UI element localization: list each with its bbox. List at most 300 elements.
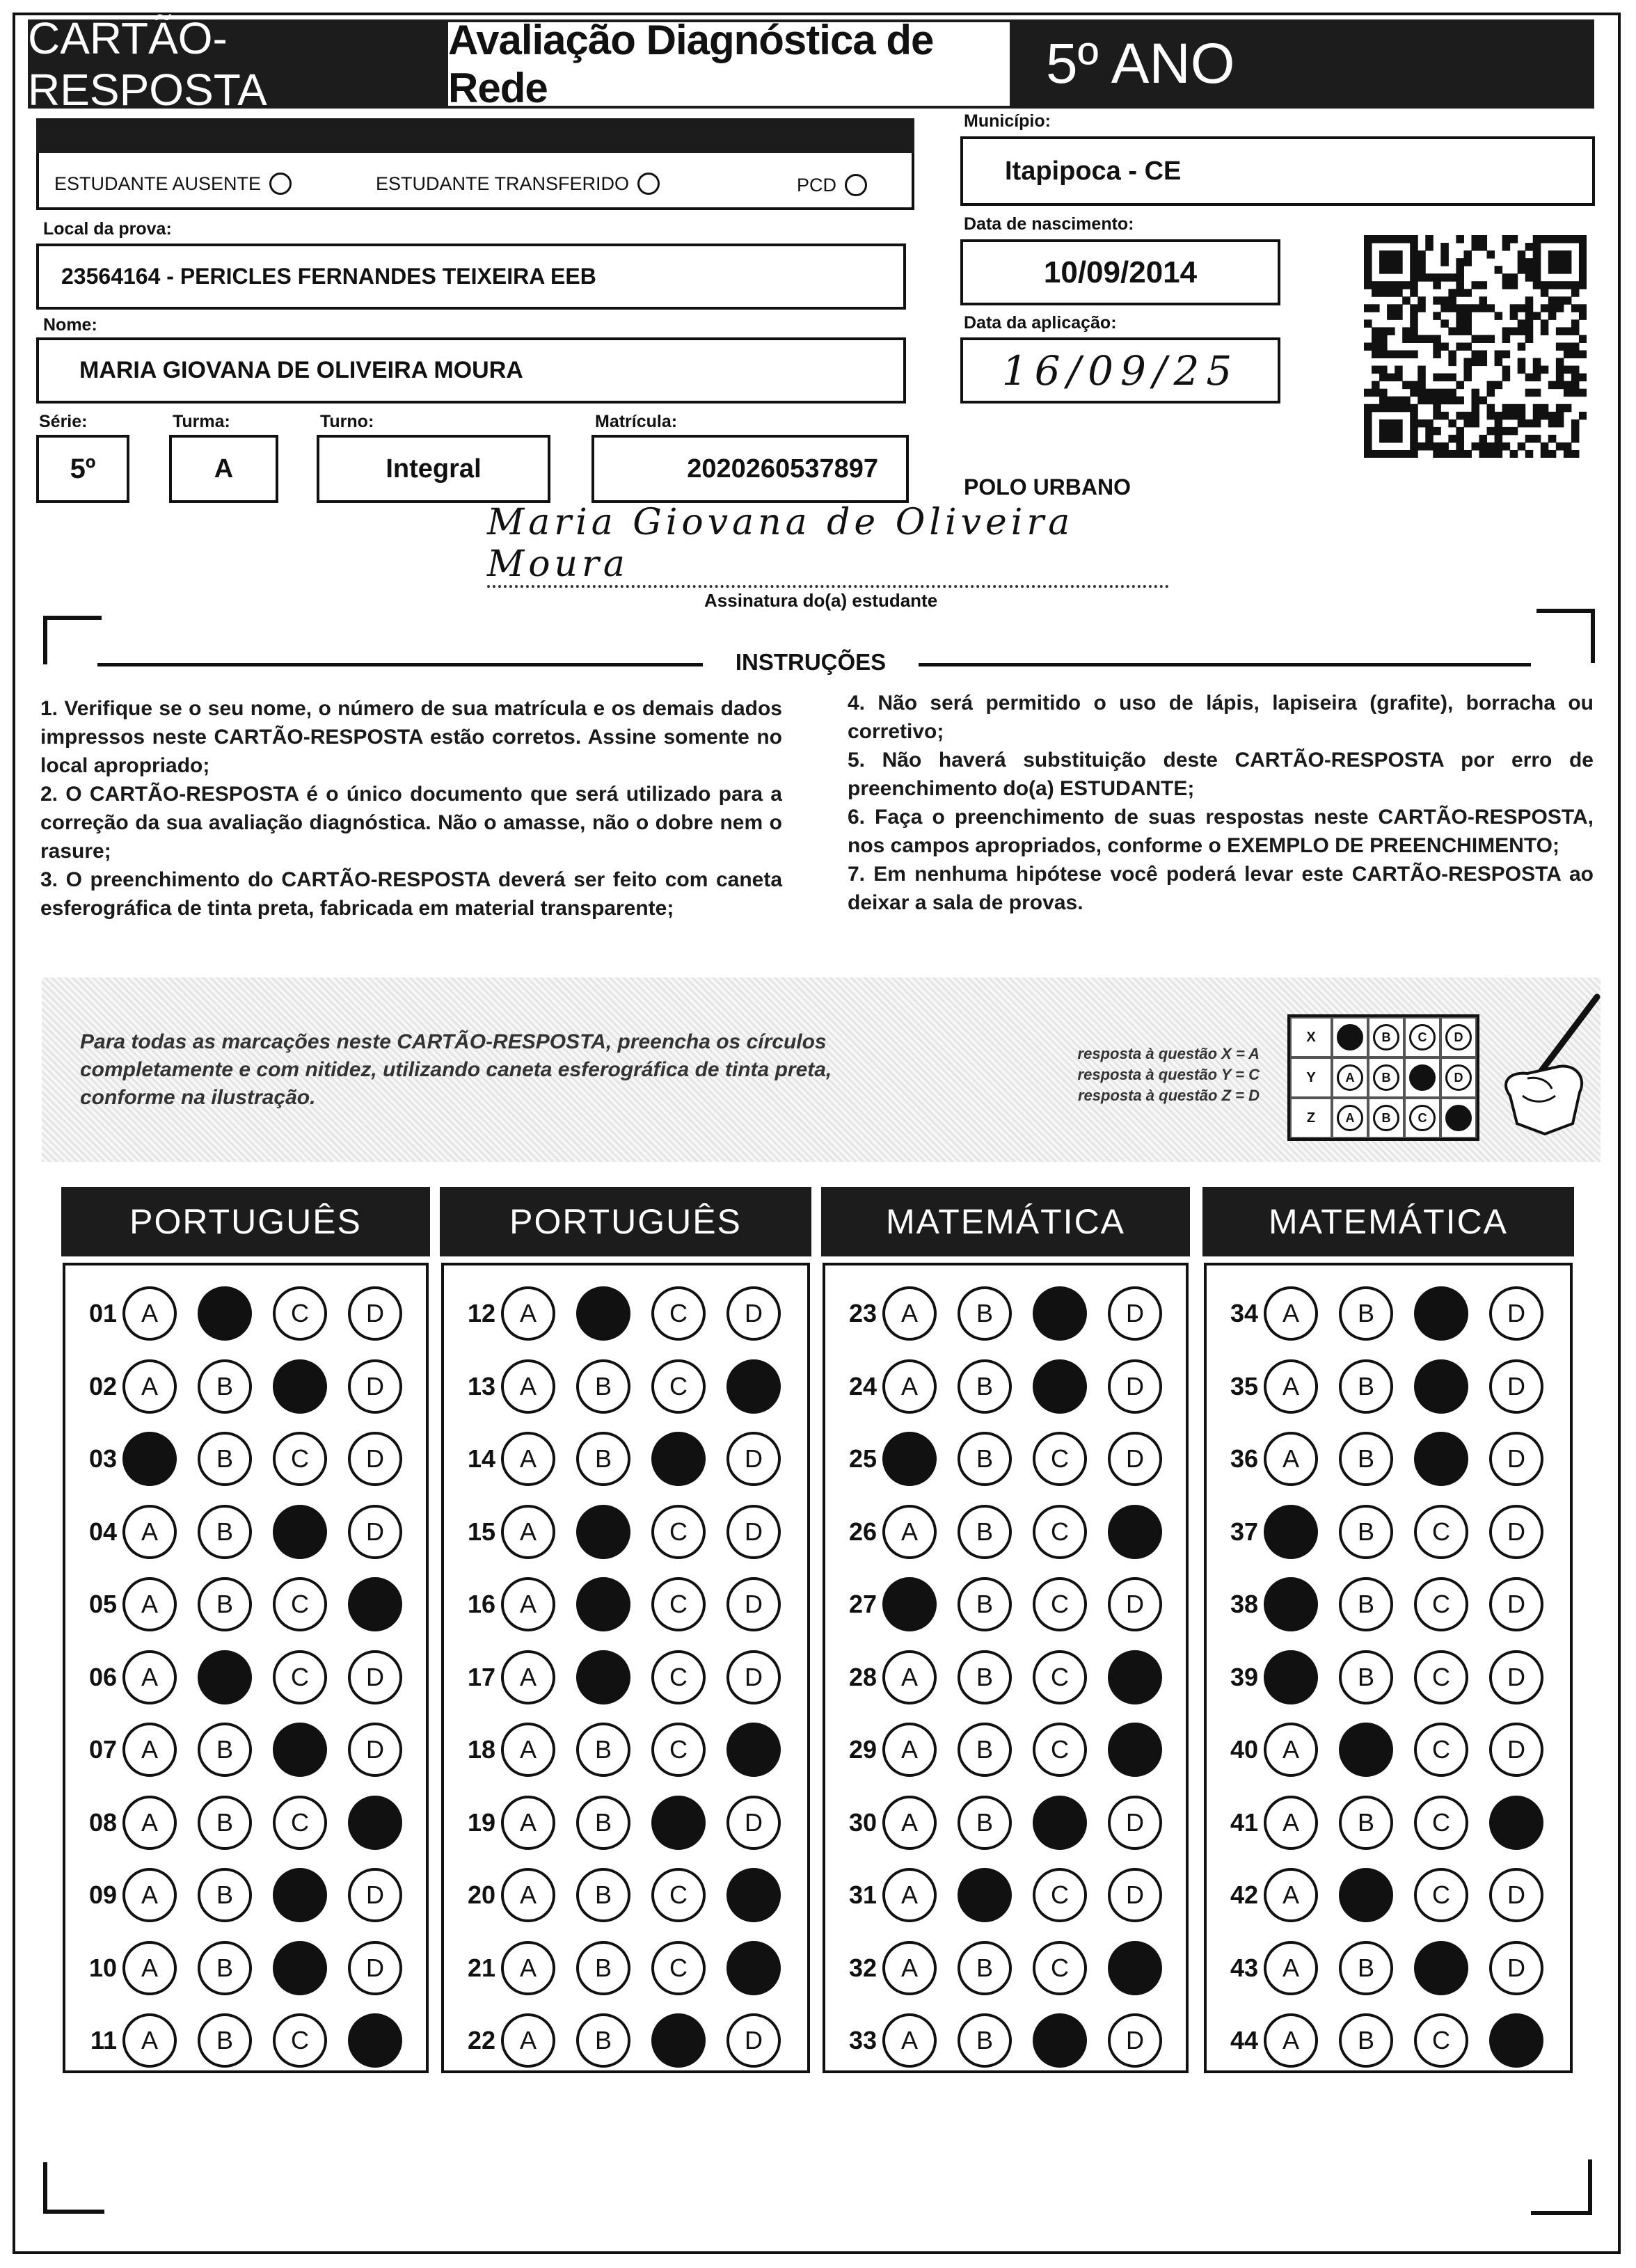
answer-bubble-d[interactable]: D (1489, 1941, 1543, 1995)
answer-bubble-a[interactable]: A (882, 1796, 937, 1850)
qr-module (1510, 281, 1518, 289)
answer-bubble-c[interactable]: C (1033, 1723, 1087, 1777)
answer-bubble-b[interactable] (576, 1505, 630, 1559)
answer-bubble-b[interactable]: B (198, 1723, 252, 1777)
answer-bubble-a[interactable]: A (122, 1941, 177, 1995)
question-number: 32 (848, 1953, 877, 1982)
answer-bubble-b[interactable]: B (576, 1941, 630, 1995)
answer-bubble-a[interactable]: A (1264, 1359, 1318, 1414)
answer-bubble-d[interactable]: D (726, 1432, 781, 1486)
answer-bubble-b[interactable]: B (958, 1505, 1012, 1559)
qr-module (1487, 412, 1495, 420)
qr-module (1402, 235, 1411, 243)
qr-module (1402, 327, 1411, 335)
answer-bubble-c[interactable]: C (1033, 1941, 1087, 1995)
qr-module (1579, 281, 1587, 289)
qr-module (1387, 404, 1395, 413)
answer-bubble-d[interactable]: D (1108, 1868, 1162, 1922)
qr-module (1387, 289, 1395, 297)
answer-bubble-c[interactable]: C (1033, 1868, 1087, 1922)
qr-module (1548, 296, 1557, 305)
answer-bubble-c[interactable] (1033, 1796, 1087, 1850)
answer-bubble-d[interactable]: D (1108, 1796, 1162, 1850)
answer-bubble-d[interactable] (726, 1723, 781, 1777)
answer-bubble-c[interactable] (651, 1432, 706, 1486)
answer-bubble-c[interactable] (1033, 2013, 1087, 2068)
answer-bubble-b[interactable]: B (576, 2013, 630, 2068)
qr-module (1510, 404, 1518, 413)
answer-bubble-d[interactable]: D (1108, 2013, 1162, 2068)
qr-module (1556, 404, 1564, 413)
qr-module (1456, 235, 1464, 243)
answer-bubble-b[interactable]: B (198, 1577, 252, 1631)
answer-bubble-a[interactable]: A (501, 1723, 555, 1777)
absent-option[interactable] (54, 173, 292, 195)
answer-column (63, 1263, 429, 2073)
qr-module (1579, 351, 1587, 359)
answer-bubble-b[interactable]: B (198, 1796, 252, 1850)
answer-bubble-a[interactable]: A (501, 1941, 555, 1995)
answer-bubble-d[interactable]: D (1489, 1286, 1543, 1341)
answer-bubble-d[interactable] (1489, 2013, 1543, 2068)
qr-module (1463, 420, 1472, 428)
answer-bubble-a[interactable]: A (1264, 2013, 1318, 2068)
answer-bubble-d[interactable]: D (1108, 1432, 1162, 1486)
answer-bubble-b[interactable]: B (576, 1432, 630, 1486)
question-number: 13 (467, 1371, 495, 1400)
answer-bubble-c[interactable]: C (1414, 1796, 1468, 1850)
answer-bubble-a[interactable]: A (1264, 1796, 1318, 1850)
qr-module (1379, 258, 1388, 266)
answer-bubble-a[interactable]: A (122, 1796, 177, 1850)
answer-bubble-c[interactable]: C (1414, 1505, 1468, 1559)
answer-bubble-b[interactable]: B (1339, 1650, 1393, 1704)
qr-module (1410, 351, 1418, 359)
answer-bubble-d[interactable]: D (348, 1505, 402, 1559)
answer-bubble-c[interactable] (1414, 1432, 1468, 1486)
answer-bubble-b[interactable]: B (198, 1505, 252, 1559)
answer-bubble-b[interactable]: B (958, 1577, 1012, 1631)
answer-bubble-b[interactable]: B (576, 1796, 630, 1850)
answer-bubble-b[interactable] (1339, 1868, 1393, 1922)
answer-bubble-c[interactable]: C (1414, 1577, 1468, 1631)
answer-bubble-c[interactable]: C (273, 1432, 327, 1486)
column-header: MATEMÁTICA (821, 1187, 1190, 1256)
qr-module (1518, 420, 1526, 428)
answer-bubble-b[interactable]: B (958, 1723, 1012, 1777)
qr-module (1556, 358, 1564, 367)
qr-module (1510, 450, 1518, 458)
qr-module (1479, 243, 1488, 251)
qr-module (1471, 420, 1479, 428)
answer-bubble-c[interactable]: C (1033, 1432, 1087, 1486)
answer-bubble-b[interactable]: B (198, 1359, 252, 1414)
qr-module (1518, 319, 1526, 328)
answer-bubble-d[interactable] (348, 1577, 402, 1631)
answer-bubble-c[interactable]: C (651, 1505, 706, 1559)
answer-bubble-a[interactable]: A (1264, 1941, 1318, 1995)
qr-module (1502, 273, 1511, 282)
qr-module (1410, 312, 1418, 320)
answer-bubble-d[interactable]: D (726, 1505, 781, 1559)
answer-bubble-b[interactable]: B (198, 1941, 252, 1995)
qr-module (1364, 266, 1372, 274)
answer-bubble-c[interactable] (273, 1941, 327, 1995)
qr-module (1556, 442, 1564, 451)
answer-bubble-b[interactable]: B (958, 1796, 1012, 1850)
answer-bubble-a[interactable]: A (501, 1359, 555, 1414)
answer-bubble-a[interactable]: A (1264, 1286, 1318, 1341)
answer-bubble-a[interactable]: A (1264, 1432, 1318, 1486)
answer-bubble-a[interactable] (1264, 1505, 1318, 1559)
answer-bubble-c[interactable]: C (1033, 1577, 1087, 1631)
qr-module (1502, 442, 1511, 451)
answer-bubble-c[interactable]: C (273, 1286, 327, 1341)
answer-bubble-d[interactable]: D (1489, 1868, 1543, 1922)
answer-bubble-c[interactable] (651, 2013, 706, 2068)
answer-bubble-b[interactable]: B (958, 1941, 1012, 1995)
answer-bubble-b[interactable]: B (1339, 1505, 1393, 1559)
transferred-option[interactable] (376, 173, 660, 195)
answer-bubble-b[interactable]: B (576, 1723, 630, 1777)
qr-module (1456, 312, 1464, 320)
qr-module (1495, 442, 1503, 451)
answer-bubble-b[interactable]: B (1339, 1432, 1393, 1486)
answer-bubble-d[interactable]: D (1489, 1432, 1543, 1486)
answer-row (444, 1286, 802, 1341)
answer-bubble-d[interactable]: D (1108, 1286, 1162, 1341)
qr-module (1463, 258, 1472, 266)
answer-bubble-c[interactable]: C (273, 1577, 327, 1631)
answer-bubble-b[interactable] (1339, 1723, 1393, 1777)
qr-module (1410, 427, 1418, 436)
answer-bubble-c[interactable] (1414, 1286, 1468, 1341)
hand-pen-icon (1461, 991, 1601, 1137)
transferred-radio[interactable] (637, 173, 660, 195)
qr-module (1556, 412, 1564, 420)
answer-bubble-b[interactable]: B (958, 1650, 1012, 1704)
answer-bubble-d[interactable] (348, 1796, 402, 1850)
qr-module (1364, 243, 1372, 251)
qr-module (1556, 420, 1564, 428)
absent-label: ESTUDANTE AUSENTE (54, 173, 262, 194)
answer-bubble-a[interactable]: A (882, 1723, 937, 1777)
answer-row (825, 1577, 1183, 1631)
question-number: 34 (1230, 1299, 1258, 1327)
answer-bubble-a[interactable]: A (1264, 1723, 1318, 1777)
qr-module (1456, 281, 1464, 289)
qr-module (1402, 335, 1411, 343)
qr-module (1510, 312, 1518, 320)
answer-bubble-a[interactable]: A (501, 1577, 555, 1631)
answer-bubble-b[interactable]: B (198, 1432, 252, 1486)
qr-module (1448, 435, 1456, 443)
qr-module (1495, 450, 1503, 458)
answer-bubble-b[interactable] (576, 1577, 630, 1631)
answer-bubble-c[interactable] (1033, 1286, 1087, 1341)
question-number: 05 (88, 1590, 117, 1618)
answer-bubble-a[interactable] (882, 1432, 937, 1486)
answer-bubble-c[interactable] (273, 1868, 327, 1922)
answer-bubble-c[interactable]: C (651, 1868, 706, 1922)
answer-bubble-a[interactable]: A (882, 2013, 937, 2068)
qr-module (1395, 266, 1403, 274)
qr-module (1479, 351, 1488, 359)
pcd-option[interactable] (797, 174, 867, 196)
answer-bubble-d[interactable]: D (348, 1941, 402, 1995)
answer-bubble-b[interactable]: B (1339, 2013, 1393, 2068)
answer-bubble-a[interactable]: A (882, 1650, 937, 1704)
question-number: 23 (848, 1299, 877, 1327)
answer-bubble-b[interactable]: B (198, 1868, 252, 1922)
answer-bubble-b[interactable]: B (1339, 1286, 1393, 1341)
qr-module (1471, 351, 1479, 359)
answer-bubble-d[interactable]: D (1108, 1577, 1162, 1631)
qr-module (1456, 450, 1464, 458)
question-number: 10 (88, 1953, 117, 1982)
answer-bubble-b[interactable]: B (1339, 1359, 1393, 1414)
qr-module (1372, 335, 1380, 343)
answer-bubble-a[interactable]: A (501, 2013, 555, 2068)
answer-bubble-c[interactable]: C (1414, 1650, 1468, 1704)
qr-module (1533, 374, 1541, 382)
qr-module (1518, 366, 1526, 374)
answer-bubble-d[interactable]: D (348, 1650, 402, 1704)
qr-module (1372, 342, 1380, 351)
column-header: MATEMÁTICA (1202, 1187, 1574, 1256)
answer-bubble-d[interactable] (726, 1868, 781, 1922)
answer-row (825, 1723, 1183, 1777)
answer-bubble-d[interactable] (1108, 1941, 1162, 1995)
qr-module (1379, 404, 1388, 413)
qr-module (1525, 389, 1534, 397)
answer-bubble-b[interactable]: B (958, 1286, 1012, 1341)
answer-bubble-c[interactable]: C (273, 1650, 327, 1704)
answer-bubble-c[interactable]: C (1414, 2013, 1468, 2068)
answer-bubble-a[interactable]: A (122, 1650, 177, 1704)
answer-bubble-a[interactable] (882, 1577, 937, 1631)
corner-mark-top-right (1536, 609, 1595, 663)
answer-bubble-d[interactable] (726, 1941, 781, 1995)
answer-bubble-d[interactable]: D (1489, 1359, 1543, 1414)
answer-bubble-d[interactable]: D (348, 1286, 402, 1341)
answer-bubble-c[interactable]: C (1414, 1868, 1468, 1922)
qr-module (1541, 235, 1549, 243)
answer-bubble-b[interactable]: B (958, 1432, 1012, 1486)
answer-bubble-a[interactable]: A (882, 1359, 937, 1414)
answer-bubble-c[interactable]: C (1033, 1505, 1087, 1559)
qr-module (1425, 389, 1434, 397)
qr-module (1471, 412, 1479, 420)
answer-row (65, 1650, 423, 1704)
answer-bubble-c[interactable]: C (651, 1359, 706, 1414)
answer-bubble-d[interactable]: D (1489, 1723, 1543, 1777)
question-number: 42 (1230, 1880, 1258, 1909)
qr-module (1410, 319, 1418, 328)
answer-bubble-d[interactable] (1489, 1796, 1543, 1850)
answer-bubble-c[interactable] (1033, 1359, 1087, 1414)
answer-bubble-b[interactable] (576, 1286, 630, 1341)
answer-bubble-c[interactable] (1414, 1359, 1468, 1414)
answer-bubble-c[interactable]: C (651, 1650, 706, 1704)
answer-bubble-a[interactable]: A (122, 1505, 177, 1559)
answer-bubble-d[interactable] (1108, 1505, 1162, 1559)
answer-bubble-a[interactable]: A (122, 1286, 177, 1341)
answer-bubble-a[interactable]: A (501, 1796, 555, 1850)
answer-bubble-d[interactable]: D (348, 1868, 402, 1922)
qr-module (1479, 442, 1488, 451)
qr-module (1448, 420, 1456, 428)
answer-bubble-c[interactable] (273, 1359, 327, 1414)
answer-bubble-a[interactable]: A (501, 1868, 555, 1922)
answer-bubble-a[interactable]: A (882, 1505, 937, 1559)
qr-module (1564, 351, 1572, 359)
question-number: 40 (1230, 1735, 1258, 1764)
qr-module (1541, 450, 1549, 458)
example-cell (1332, 1057, 1368, 1098)
answer-bubble-b[interactable]: B (1339, 1941, 1393, 1995)
answer-bubble-b[interactable]: B (576, 1868, 630, 1922)
answer-bubble-d[interactable]: D (726, 1796, 781, 1850)
answer-bubble-c[interactable]: C (651, 1286, 706, 1341)
answer-bubble-d[interactable]: D (726, 2013, 781, 2068)
answer-bubble-b[interactable]: B (958, 2013, 1012, 2068)
answer-bubble-d[interactable]: D (348, 1359, 402, 1414)
answer-bubble-a[interactable]: A (882, 1868, 937, 1922)
qr-module (1425, 235, 1434, 243)
pcd-radio[interactable] (845, 174, 867, 196)
answer-bubble-b[interactable] (198, 1650, 252, 1704)
answer-bubble-d[interactable]: D (726, 1650, 781, 1704)
question-number: 31 (848, 1880, 877, 1909)
qr-module (1571, 351, 1580, 359)
question-number: 24 (848, 1371, 877, 1400)
answer-bubble-d[interactable]: D (726, 1577, 781, 1631)
qr-module (1463, 358, 1472, 367)
answer-bubble-d[interactable] (726, 1359, 781, 1414)
answer-bubble-d[interactable]: D (348, 1432, 402, 1486)
qr-module (1410, 266, 1418, 274)
answer-bubble-c[interactable] (651, 1796, 706, 1850)
qr-module (1533, 312, 1541, 320)
answer-bubble-a[interactable]: A (1264, 1868, 1318, 1922)
answer-bubble-b[interactable]: B (1339, 1577, 1393, 1631)
qr-module (1525, 304, 1534, 312)
answer-bubble-d[interactable]: D (1108, 1359, 1162, 1414)
answer-bubble-c[interactable]: C (273, 2013, 327, 2068)
answer-row (444, 2013, 802, 2068)
corner-mark-bottom-right (1531, 2159, 1592, 2215)
qr-module (1440, 450, 1449, 458)
answer-bubble-c[interactable]: C (651, 1577, 706, 1631)
answer-bubble-a[interactable]: A (501, 1432, 555, 1486)
answer-bubble-a[interactable]: A (122, 1359, 177, 1414)
answer-bubble-a[interactable]: A (501, 1505, 555, 1559)
answer-row (1207, 1941, 1564, 1995)
qr-module (1440, 258, 1449, 266)
answer-bubble-a[interactable] (1264, 1650, 1318, 1704)
question-number: 09 (88, 1880, 117, 1909)
qr-module (1463, 327, 1472, 335)
answer-bubble-c[interactable] (273, 1505, 327, 1559)
qr-module (1548, 450, 1557, 458)
answer-bubble-a[interactable]: A (882, 1286, 937, 1341)
qr-module (1579, 335, 1587, 343)
answer-bubble-b[interactable] (198, 1286, 252, 1341)
answer-bubble-d[interactable] (348, 2013, 402, 2068)
qr-module (1541, 412, 1549, 420)
qr-module (1440, 304, 1449, 312)
answer-bubble-a[interactable]: A (122, 1723, 177, 1777)
answer-bubble-d[interactable] (1108, 1650, 1162, 1704)
qr-module (1425, 435, 1434, 443)
qr-module (1417, 366, 1426, 374)
qr-module (1372, 351, 1380, 359)
answer-bubble-d[interactable]: D (1489, 1650, 1543, 1704)
qr-module (1410, 250, 1418, 259)
qr-module (1379, 374, 1388, 382)
qr-module (1410, 273, 1418, 282)
qr-module (1463, 342, 1472, 351)
answer-bubble-c[interactable]: C (1033, 1650, 1087, 1704)
qr-module (1387, 450, 1395, 458)
answer-bubble-a[interactable]: A (122, 1868, 177, 1922)
absent-radio[interactable] (269, 173, 292, 195)
qr-module (1364, 420, 1372, 428)
answer-bubble-c[interactable]: C (1414, 1723, 1468, 1777)
answer-row (65, 1359, 423, 1414)
answer-bubble-d[interactable]: D (726, 1286, 781, 1341)
answer-bubble-c[interactable] (273, 1723, 327, 1777)
qr-module (1395, 374, 1403, 382)
qr-module (1433, 427, 1441, 436)
answer-bubble-b[interactable] (576, 1650, 630, 1704)
qr-module (1395, 450, 1403, 458)
answer-bubble-b[interactable]: B (958, 1359, 1012, 1414)
qr-module (1525, 450, 1534, 458)
answer-bubble-a[interactable]: A (122, 2013, 177, 2068)
example-question-label: Y (1290, 1057, 1332, 1098)
answer-bubble-a[interactable]: A (501, 1286, 555, 1341)
qr-module (1463, 304, 1472, 312)
answer-bubble-a[interactable]: A (882, 1941, 937, 1995)
answer-bubble-d[interactable]: D (1489, 1577, 1543, 1631)
qr-module (1564, 404, 1572, 413)
answer-bubble-d[interactable] (1108, 1723, 1162, 1777)
qr-module (1471, 243, 1479, 251)
answer-bubble-b[interactable]: B (1339, 1796, 1393, 1850)
answer-bubble-a[interactable] (1264, 1577, 1318, 1631)
answer-row (444, 1723, 802, 1777)
qr-module (1417, 273, 1426, 282)
answer-row (444, 1505, 802, 1559)
answer-bubble-b[interactable]: B (576, 1359, 630, 1414)
qr-module (1433, 397, 1441, 405)
answer-bubble-d[interactable]: D (1489, 1505, 1543, 1559)
answer-bubble-b[interactable]: B (198, 2013, 252, 2068)
answer-bubble-d[interactable]: D (348, 1723, 402, 1777)
answer-bubble-a[interactable]: A (501, 1650, 555, 1704)
answer-bubble-a[interactable]: A (122, 1577, 177, 1631)
answer-bubble-c[interactable]: C (651, 1941, 706, 1995)
answer-bubble-b[interactable] (958, 1868, 1012, 1922)
qr-module (1402, 351, 1411, 359)
answer-bubble-a[interactable] (122, 1432, 177, 1486)
qr-module (1556, 374, 1564, 382)
answer-bubble-c[interactable]: C (651, 1723, 706, 1777)
answer-bubble-c[interactable] (1414, 1941, 1468, 1995)
answer-bubble-c[interactable]: C (273, 1796, 327, 1850)
